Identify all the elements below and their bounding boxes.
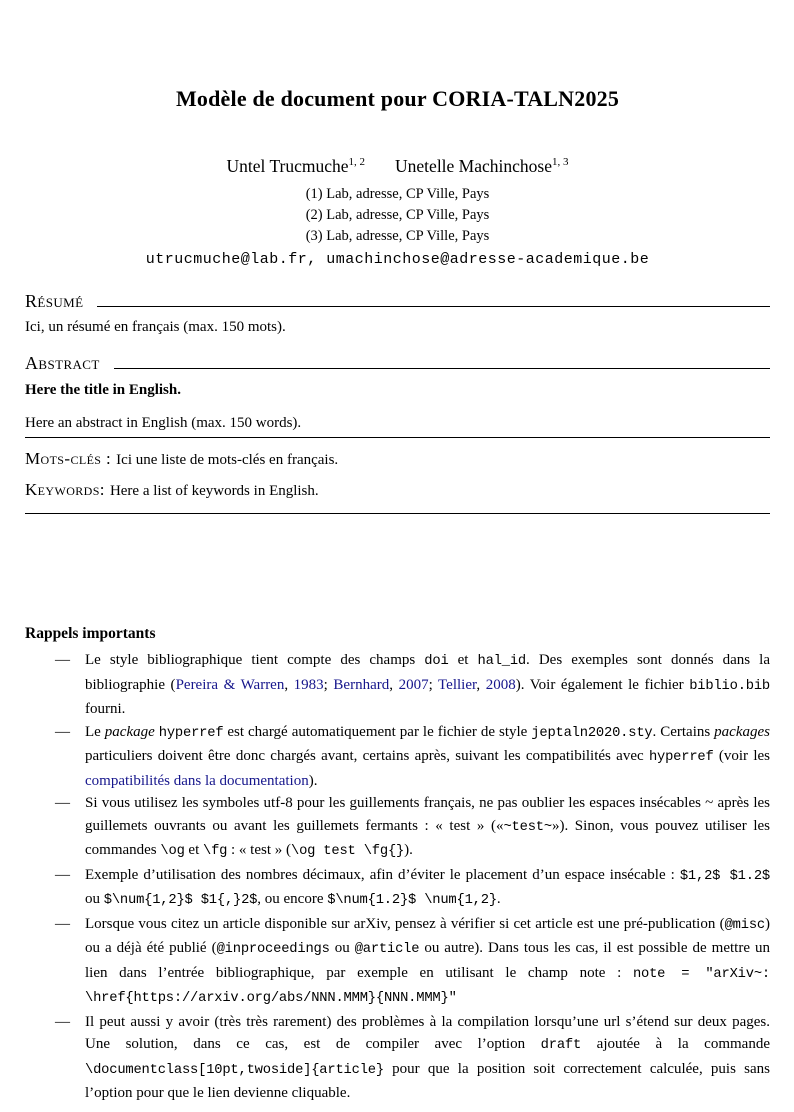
code-text: $\num{1,2}$ $1{,}2$ — [103, 893, 258, 908]
english-title: Here the title in English. — [25, 382, 181, 398]
resume-section-label: Résumé — [25, 291, 84, 311]
keywords-text: Here a list of keywords in English. — [109, 483, 319, 499]
text-segment: ou — [85, 891, 104, 907]
code-text: hal_id — [477, 654, 527, 669]
text-segment: . Certains — [652, 723, 715, 740]
list-item-text — [85, 652, 770, 717]
item-dash-marker: — — [55, 866, 70, 883]
author — [227, 156, 366, 176]
text-segment: ) ou a déjà été publié ( — [85, 915, 770, 956]
abstract-block — [25, 292, 770, 514]
text-segment: Le — [85, 723, 105, 740]
item-dash-marker: — — [55, 915, 70, 932]
text-segment: . Des exemples sont donnés dans la bibliographie ( — [85, 652, 771, 693]
text-segment: est chargé automatiquement par le fichier de style — [223, 723, 532, 740]
affiliation-line: (2) Lab, adresse, CP Ville, Pays — [305, 207, 490, 223]
english-abstract: Here an abstract in English (max. 150 words). — [25, 415, 770, 438]
code-text: draft — [540, 1038, 582, 1053]
code-text: biblio.bib — [689, 678, 771, 694]
item-dash-marker: — — [55, 723, 70, 740]
hyperlink[interactable]: 1983 — [293, 676, 324, 693]
hyperlink[interactable]: compatibilités dans la documentation — [85, 772, 309, 789]
text-segment: (voir les — [713, 748, 770, 764]
text-segment: fourni. — [85, 701, 126, 717]
text-segment: packages — [714, 723, 770, 740]
list-item-text — [85, 867, 770, 908]
code-text: hyperref — [158, 725, 224, 741]
list-item-text — [85, 724, 770, 789]
mots-cles-label: Mots-clés : — [25, 449, 112, 468]
text-segment: package — [104, 723, 155, 740]
item-dash-marker: — — [55, 652, 70, 668]
email-line: utrucmuche@lab.fr, umachinchose@adresse-academique.be — [145, 251, 650, 268]
code-text: \og test \fg{} — [290, 844, 405, 859]
author-superscript: 1, 2 — [348, 156, 366, 169]
text-segment: particuliers doivent être donc chargés avant, certains après, suivant les compatibilités avec — [85, 748, 649, 764]
text-segment: . — [496, 891, 501, 907]
keywords-label: Keywords: — [25, 480, 105, 499]
item-dash-marker: — — [55, 1013, 70, 1030]
text-segment: Exemple d’utilisation des nombres décimaux, afin d’éviter le placement d’un espace insécable : — [85, 866, 680, 883]
author-name: Untel Trucmuche — [226, 156, 349, 176]
code-text: $\num{1.2}$ \num{1,2} — [327, 893, 497, 908]
resume-label-row — [25, 292, 770, 310]
section-rule — [114, 368, 770, 369]
paper-title: Modèle de document pour CORIA-TALN2025 — [175, 86, 620, 111]
code-text: \documentclass[10pt,twoside]{article} — [85, 1062, 384, 1078]
text-segment: ou — [329, 940, 355, 956]
abstract-section-label: Abstract — [25, 353, 100, 373]
text-segment: Si vous utilisez les symboles utf-8 pour les guillements français, ne pas oublier les espaces insécables ~ après les guillemets ouvrants ou avant les guillemets fermants : « test » (« — [85, 795, 770, 834]
text-segment: ou autre). Dans tous les cas, il est possible de mettre un lien dans l’entrée bibliographique, par exemple en utilisant le champ note : — [85, 940, 770, 981]
code-text: ~test~ — [503, 819, 552, 835]
code-text: hyperref — [648, 750, 714, 765]
list-item — [25, 721, 770, 793]
list-item — [25, 792, 770, 864]
code-text: @inproceedings — [216, 942, 330, 957]
hyperlink[interactable]: 2008 — [485, 676, 516, 693]
abstract-label-row — [25, 354, 770, 372]
reminders-heading: Rappels importants — [25, 625, 156, 642]
keywords-line — [25, 481, 770, 500]
author-superscript: 1, 3 — [551, 156, 569, 169]
text-segment: Il peut aussi y avoir (très très rarement) des problèmes à la compilation lorsqu’une url s’étend sur deux pages. Une solution, dans ce cas, est de compiler avec l’option — [85, 1013, 770, 1052]
text-segment: ). — [308, 772, 318, 789]
text-segment: ). Voir également le fichier — [515, 676, 690, 693]
reminders-section — [25, 625, 770, 1105]
code-text: \fg — [202, 844, 228, 859]
code-text: doi — [424, 654, 449, 669]
affiliation-line: (3) Lab, adresse, CP Ville, Pays — [305, 228, 490, 244]
text-segment: , — [476, 676, 486, 693]
list-item — [25, 913, 770, 1011]
hyperlink[interactable]: Pereira & Warren — [175, 676, 285, 693]
code-text: $1,2$ $1.2$ — [679, 868, 771, 884]
code-text: @article — [354, 942, 420, 957]
author — [395, 156, 568, 176]
text-segment: Lorsque vous citez un article disponible sur arXiv, pensez à vérifier si cet article est une pré-publication ( — [85, 915, 725, 932]
author-name: Unetelle Machinchose — [395, 156, 552, 176]
section-rule — [97, 306, 770, 307]
affiliations-block — [25, 184, 770, 247]
text-segment: pour que la position soit correctement calculée, puis sans l’option pour que le lien devienne cliquable. — [85, 1060, 770, 1101]
reminders-list — [25, 649, 770, 1105]
text-segment: Le style bibliographique tient compte des champs — [85, 652, 425, 668]
text-segment: , — [389, 676, 399, 693]
text-segment: ; — [428, 676, 439, 693]
list-item-text — [85, 795, 770, 858]
affiliation-line: (1) Lab, adresse, CP Ville, Pays — [305, 186, 490, 202]
text-segment: ajoutée à la commande — [581, 1036, 770, 1052]
text-segment: ; — [323, 676, 334, 693]
item-dash-marker: — — [55, 795, 70, 811]
hyperlink[interactable]: 2007 — [398, 676, 429, 693]
list-item-text — [85, 1014, 770, 1102]
text-segment: »). Sinon, vous pouvez utiliser les commandes — [85, 817, 770, 858]
text-segment: , — [284, 676, 294, 693]
authors-line — [25, 156, 770, 177]
list-item — [25, 649, 770, 721]
list-item — [25, 1011, 770, 1105]
mots-cles-text: Ici une liste de mots-clés en français. — [116, 452, 339, 468]
text-segment: ). — [404, 842, 413, 858]
text-segment: et — [448, 652, 478, 668]
code-text: jeptaln2020.sty — [531, 725, 653, 741]
code-text: note = "arXiv~: \href{https://arxiv.org/abs/NNN.MMM}{NNN.MMM}" — [85, 966, 770, 1006]
hyperlink[interactable]: Tellier — [438, 676, 477, 693]
text-segment: et — [184, 842, 203, 858]
code-text: @misc — [724, 917, 765, 933]
text-segment: , ou encore — [257, 891, 328, 907]
text-segment: : « test » ( — [227, 842, 291, 858]
abstract-bottom-rule — [25, 513, 770, 514]
list-item — [25, 864, 770, 913]
code-text: \og — [160, 844, 185, 859]
list-item-text — [85, 916, 770, 1006]
mots-cles-line — [25, 450, 770, 469]
hyperlink[interactable]: Bernhard — [333, 676, 390, 693]
resume-text: Ici, un résumé en français (max. 150 mots). — [25, 319, 286, 335]
